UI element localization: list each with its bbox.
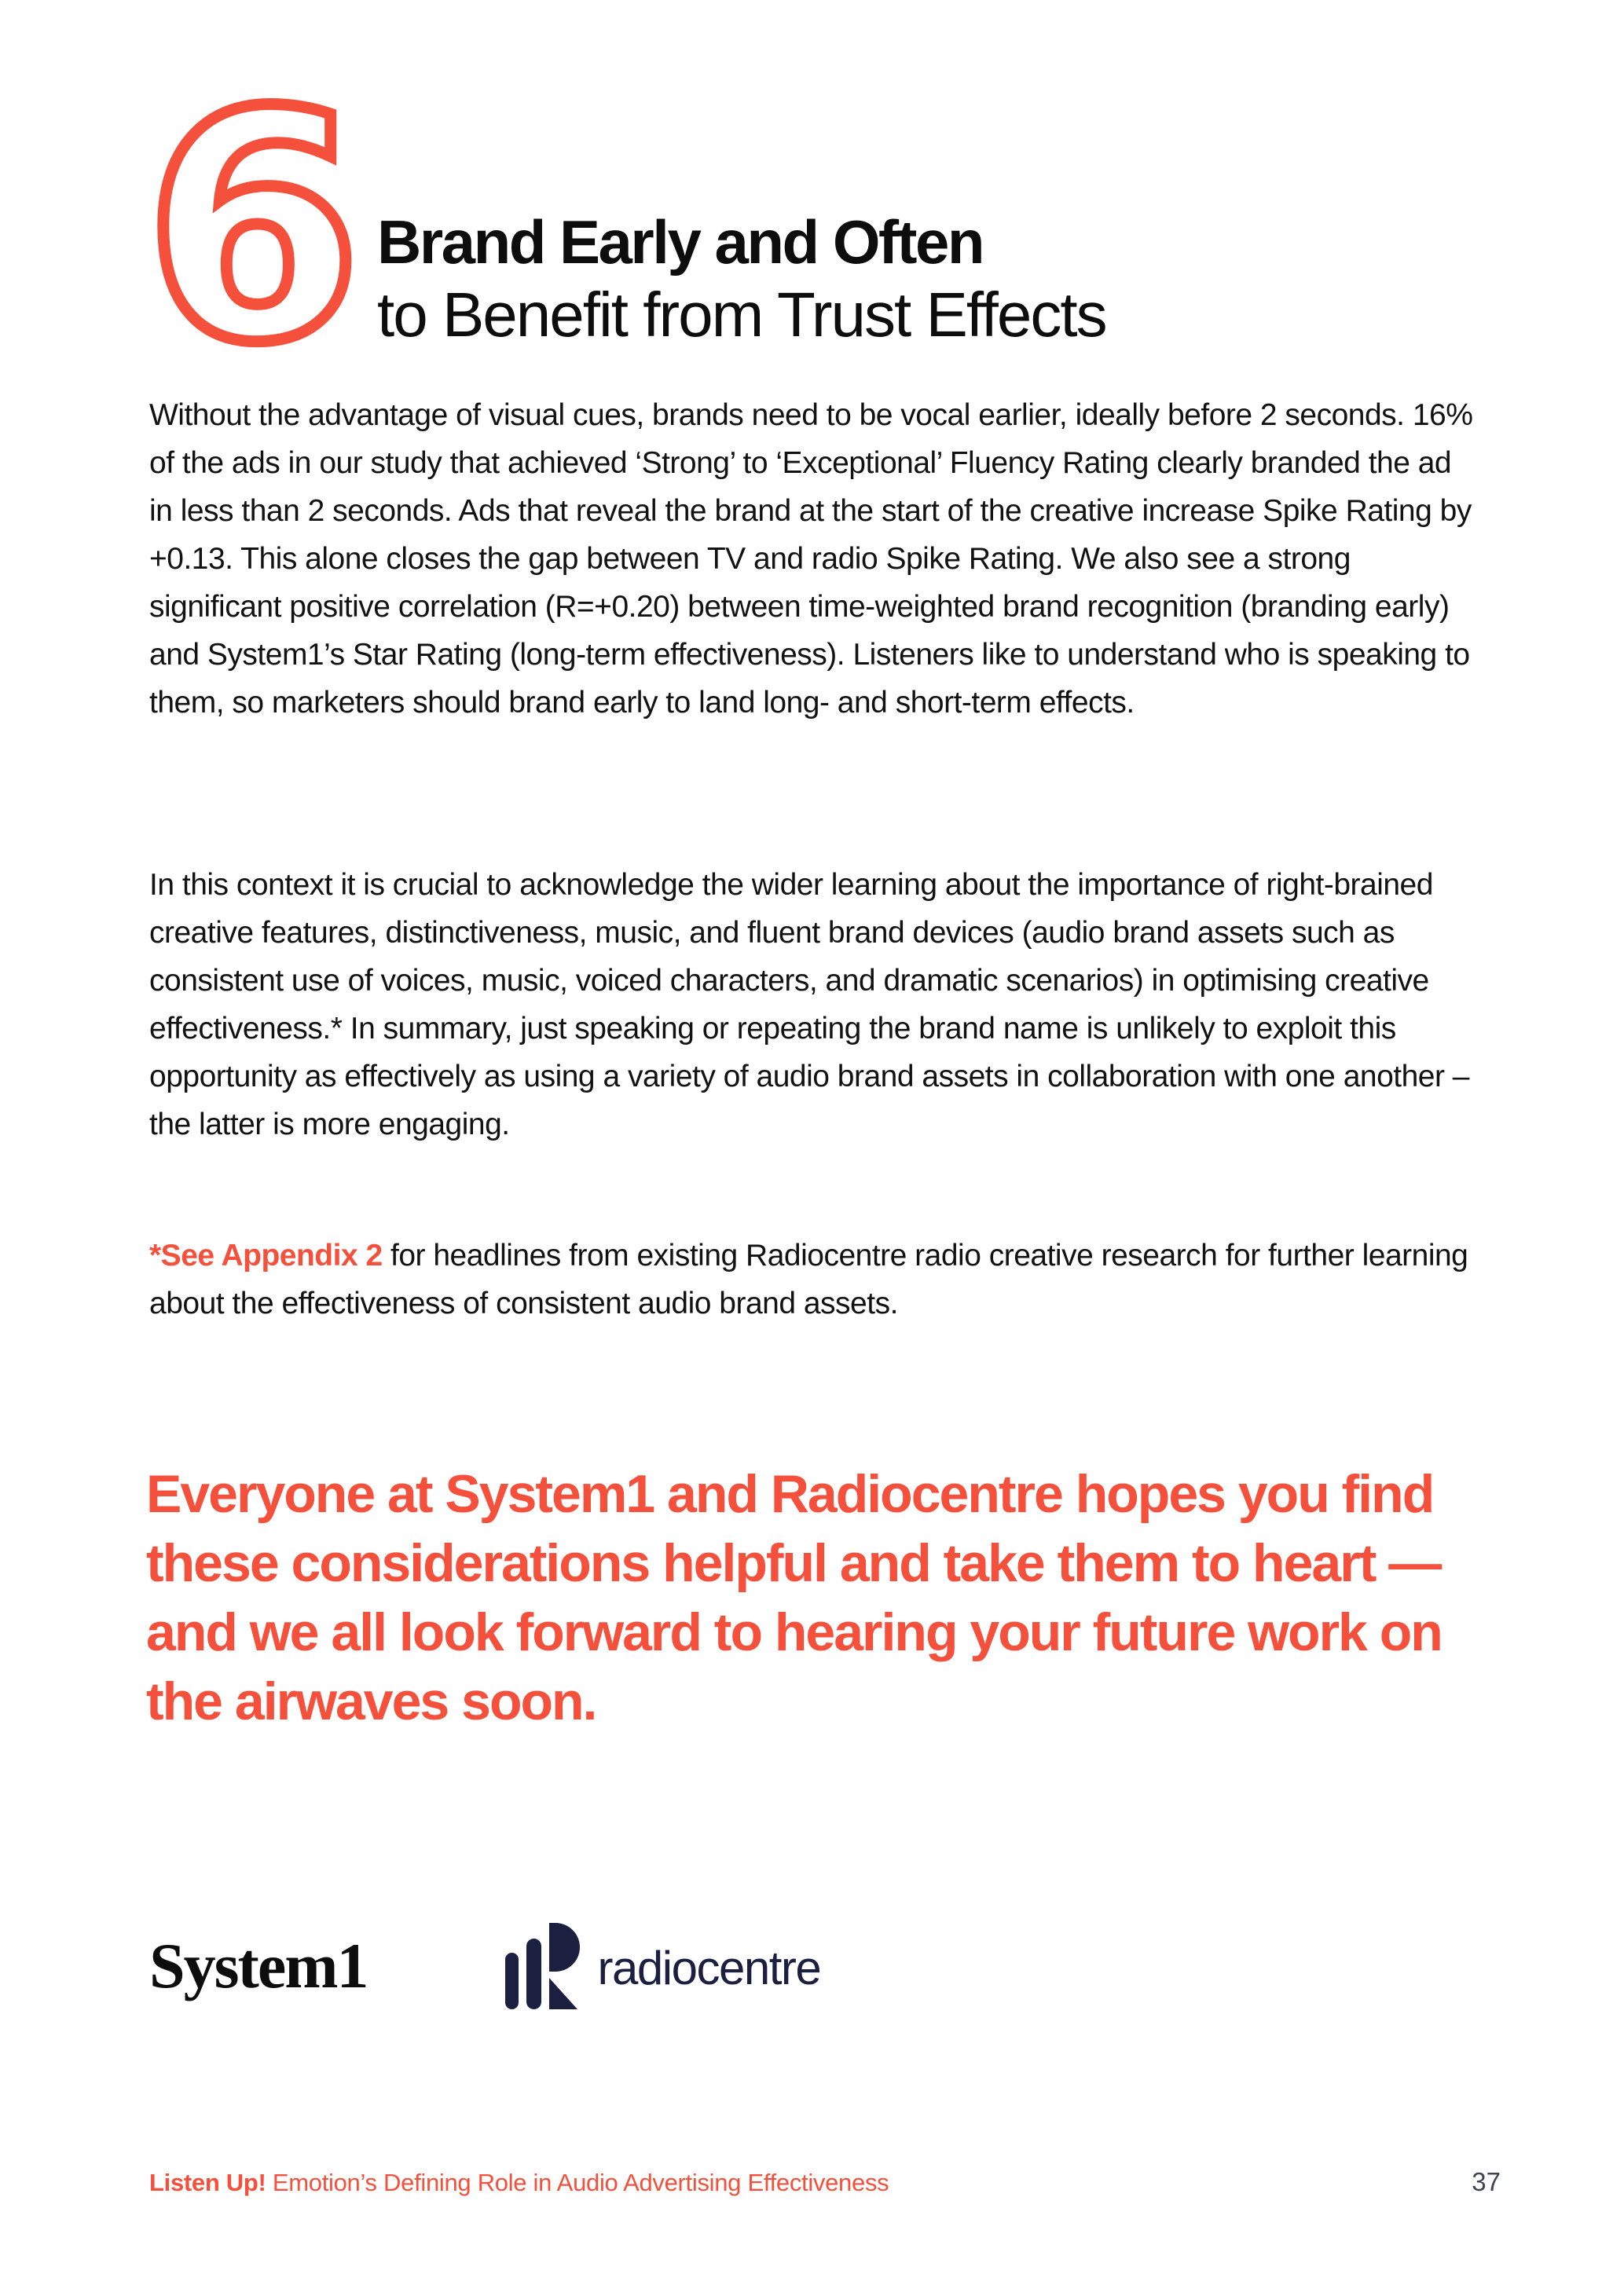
footer-report-title-rest: Emotion’s Defining Role in Audio Advertising Effectiveness: [266, 2169, 889, 2196]
section-title-bold: Brand Early and Often: [377, 207, 983, 276]
system1-logo: System1: [149, 1930, 368, 2001]
closing-statement: Everyone at System1 and Radiocentre hopes you find these considerations helpful and take them to heart — and we all look forward to hearing your future work on the airwaves soon.: [146, 1464, 1442, 1731]
appendix-note: [149, 1232, 1477, 1327]
page-number: 37: [1472, 2167, 1501, 2196]
page-footer: [149, 2166, 1501, 2199]
section-title: [377, 206, 1106, 352]
body-paragraph-2: In this context it is crucial to acknowledge the wider learning about the importance of right-brained creative features, distinctiveness, music, and fluent brand devices (audio brand assets such as consistent use of voices, music, voiced characters, and dramatic scenarios) in optimising creative effectiveness.* In summary, just speaking or repeating the brand name is unlikely to exploit this opportunity as effectively as using a variety of audio brand assets in collaboration with one another – the latter is more engaging.: [149, 868, 1470, 1141]
radiocentre-logo: [505, 1923, 821, 2009]
logos-row: [149, 1923, 820, 2009]
appendix-link[interactable]: *See Appendix 2: [149, 1239, 383, 1273]
body-paragraph-1: Without the advantage of visual cues, brands need to be vocal earlier, ideally before 2 seconds. 16% of the ads in our study that achieved ‘Strong’ to ‘Exceptional’ Fluency Rating clearly branded the ad in less than 2 seconds. Ads that reveal the brand at the start of the creative increase Spike Rating by +0.13. This alone closes the gap between TV and radio Spike Rating. We also see a strong significant positive correlation (R=+0.20) between time-weighted brand recognition (branding early) and System1’s Star Rating (long-term effectiveness). Listeners like to understand who is speaking to them, so marketers should brand early to land long- and short-term effects.: [149, 398, 1473, 720]
section-title-light: to Benefit from Trust Effects: [377, 280, 1106, 350]
section-number-outline: 6: [144, 46, 355, 412]
appendix-note-text: for headlines from existing Radiocentre radio creative research for further learning about the effectiveness of consistent audio brand assets.: [149, 1239, 1468, 1320]
radiocentre-wordmark: radiocentre: [597, 1942, 821, 1994]
radiocentre-bars-icon: [505, 1923, 581, 2009]
footer-report-title: [149, 2167, 889, 2199]
footer-report-title-bold: Listen Up!: [149, 2169, 266, 2196]
